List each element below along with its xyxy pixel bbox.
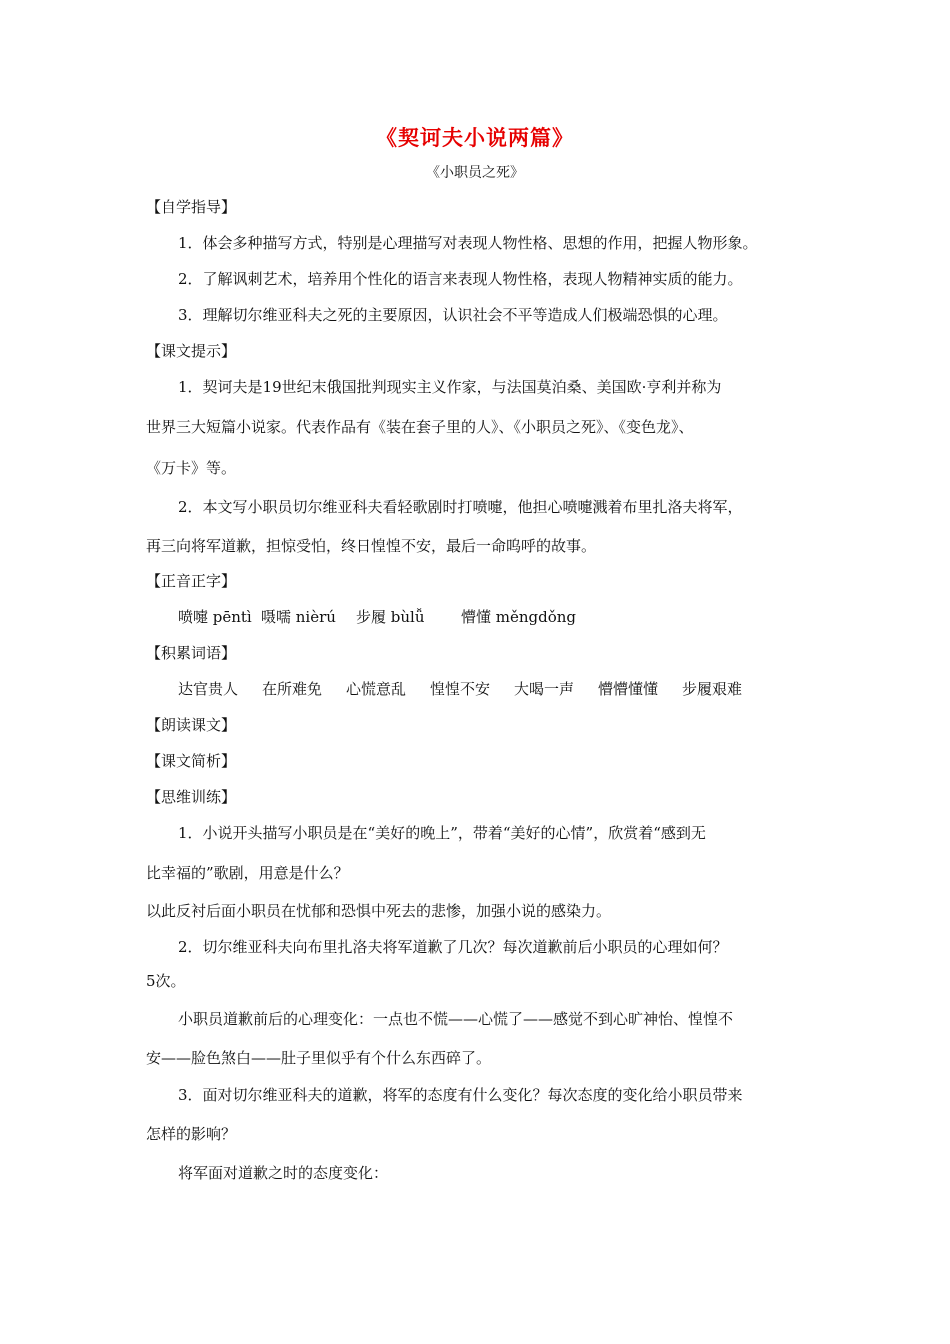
siwei-q2: 2．切尔维亚科夫向布里扎洛夫将军道歉了几次？每次道歉前后小职员的心理如何？ bbox=[178, 938, 728, 956]
section-heading-jianxi: 【课文简析】 bbox=[146, 752, 237, 770]
siwei-answer-2-line2: 小职员道歉前后的心理变化：一点也不慌——心慌了——感觉不到心旷神怡、惶惶不 bbox=[178, 1010, 734, 1028]
zixue-item-1: 1．体会多种描写方式，特别是心理描写对表现人物性格、思想的作用，把握人物形象。 bbox=[178, 234, 758, 252]
pinyin-item: 喷嚏 pēntì bbox=[178, 608, 252, 626]
section-heading-siwei: 【思维训练】 bbox=[146, 788, 237, 806]
vocab-item: 达官贵人 bbox=[178, 680, 239, 698]
siwei-q1-line1: 1．小说开头描写小职员是在“美好的晚上”，带着“美好的心情”，欣赏着“感到无 bbox=[178, 824, 706, 842]
siwei-q1-line2: 比幸福的”歌剧，用意是什么？ bbox=[146, 864, 349, 882]
section-heading-zixue: 【自学指导】 bbox=[146, 198, 237, 216]
vocab-item: 惶惶不安 bbox=[430, 680, 491, 698]
pinyin-item: 步履 bùlǚ bbox=[356, 608, 425, 626]
jilei-list bbox=[178, 679, 742, 699]
siwei-answer-2-line1: 5次。 bbox=[146, 972, 186, 990]
section-heading-zhengyin: 【正音正字】 bbox=[146, 572, 237, 590]
vocab-item: 在所难免 bbox=[262, 680, 323, 698]
document-subtitle: 《小职员之死》 bbox=[426, 165, 524, 181]
section-heading-langdu: 【朗读课文】 bbox=[146, 716, 237, 734]
tishi-p1-line1: 1．契诃夫是19世纪末俄国批判现实主义作家，与法国莫泊桑、美国欧·亨利并称为 bbox=[178, 378, 722, 396]
vocab-item: 心慌意乱 bbox=[346, 680, 407, 698]
tishi-p1-line2: 世界三大短篇小说家。代表作品有《装在套子里的人》、《小职员之死》、《变色龙》、 bbox=[146, 418, 694, 436]
section-heading-tishi: 【课文提示】 bbox=[146, 342, 237, 360]
pinyin-item: 懵懂 měngdǒng bbox=[461, 608, 577, 626]
vocab-item: 懵懵懂懂 bbox=[598, 680, 659, 698]
tishi-p1-line3: 《万卡》等。 bbox=[146, 459, 237, 477]
tishi-p2-line1: 2．本文写小职员切尔维亚科夫看轻歌剧时打喷嚏，他担心喷嚏溅着布里扎洛夫将军， bbox=[178, 498, 743, 516]
vocab-item: 大喝一声 bbox=[514, 680, 575, 698]
vocab-item: 步履艰难 bbox=[682, 680, 743, 698]
siwei-answer-3: 将军面对道歉之时的态度变化： bbox=[178, 1164, 389, 1182]
zhengyin-list bbox=[178, 607, 576, 627]
siwei-q3-line2: 怎样的影响？ bbox=[146, 1125, 237, 1143]
siwei-answer-1: 以此反衬后面小职员在忧郁和恐惧中死去的悲惨，加强小说的感染力。 bbox=[146, 902, 612, 920]
pinyin-item: 嗫嚅 nièrú bbox=[261, 608, 336, 626]
zixue-item-2: 2．了解讽刺艺术，培养用个性化的语言来表现人物性格，表现人物精神实质的能力。 bbox=[178, 270, 743, 288]
siwei-q3-line1: 3．面对切尔维亚科夫的道歉，将军的态度有什么变化？每次态度的变化给小职员带来 bbox=[178, 1086, 743, 1104]
document-title: 《契诃夫小说两篇》 bbox=[376, 126, 574, 150]
zixue-item-3: 3．理解切尔维亚科夫之死的主要原因，认识社会不平等造成人们极端恐惧的心理。 bbox=[178, 306, 728, 324]
tishi-p2-line2: 再三向将军道歉，担惊受怕，终日惶惶不安，最后一命呜呼的故事。 bbox=[146, 537, 597, 555]
section-heading-jilei: 【积累词语】 bbox=[146, 644, 237, 662]
siwei-answer-2-line3: 安——脸色煞白——肚子里似乎有个什么东西碎了。 bbox=[146, 1049, 492, 1067]
